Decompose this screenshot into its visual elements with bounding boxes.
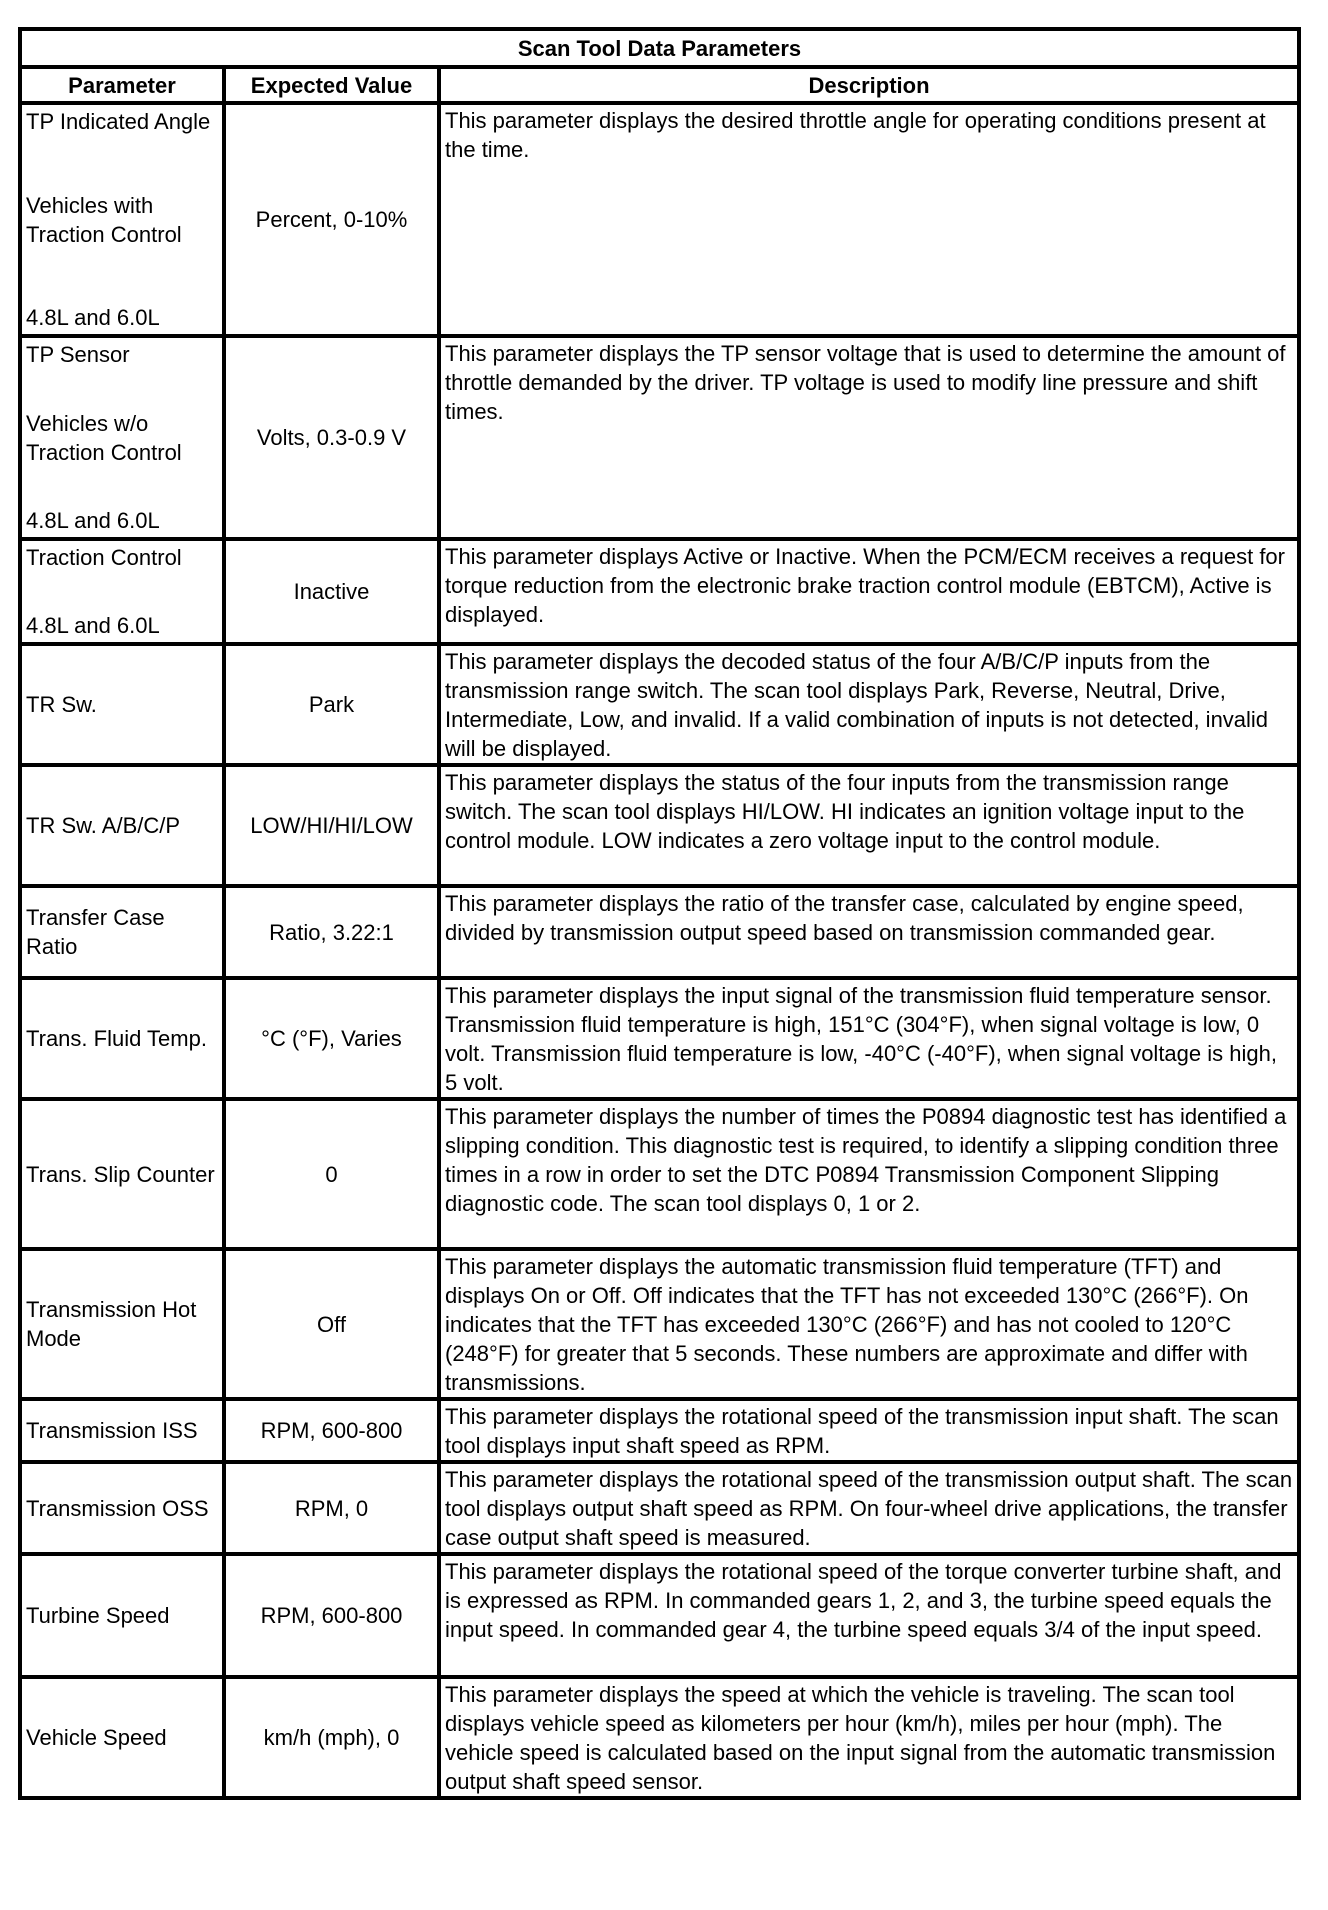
table-row bbox=[20, 765, 1299, 886]
parameter-text: Transmission Hot Mode bbox=[26, 1297, 197, 1351]
parameter-text: TR Sw. bbox=[26, 692, 97, 717]
table-row bbox=[20, 978, 1299, 1099]
expected-value-cell: Inactive bbox=[224, 539, 439, 644]
parameter-text: Transfer Case Ratio bbox=[26, 905, 165, 959]
parameter-text: Trans. Fluid Temp. bbox=[26, 1026, 207, 1051]
parameter-text: Vehicles with Traction Control bbox=[26, 192, 182, 247]
table-row bbox=[20, 1462, 1299, 1554]
expected-value-cell: Volts, 0.3-0.9 V bbox=[224, 336, 439, 539]
table-row bbox=[20, 1249, 1299, 1399]
expected-value-cell: Ratio, 3.22:1 bbox=[224, 886, 439, 978]
description-cell: This parameter displays Active or Inactive. When the PCM/ECM receives a request for torque reduction from the electronic brake traction control module (EBTCM), Active is displayed. bbox=[439, 539, 1299, 644]
expected-value-cell: RPM, 600-800 bbox=[224, 1399, 439, 1462]
expected-value-cell: °C (°F), Varies bbox=[224, 978, 439, 1099]
description-cell: This parameter displays the input signal of the transmission fluid temperature sensor. Transmission fluid temperature is high, 151°C (304°F), when signal voltage is low, 0 volt. Transmission fluid temperature is low, -40°C (-40°F), when signal voltage is high, 5 volt. bbox=[439, 978, 1299, 1099]
expected-value-cell: 0 bbox=[224, 1099, 439, 1249]
description-cell: This parameter displays the rotational speed of the transmission output shaft. The scan tool displays output shaft speed as RPM. On four-wheel drive applications, the transfer case output shaft speed is measured. bbox=[439, 1462, 1299, 1554]
column-header-expected-value: Expected Value bbox=[224, 67, 439, 103]
parameter-text: Traction Control bbox=[26, 545, 182, 570]
table-title: Scan Tool Data Parameters bbox=[20, 29, 1299, 67]
description-cell: This parameter displays the rotational speed of the torque converter turbine shaft, and is expressed as RPM. In commanded gears 1, 2, and 3, the turbine speed equals the input speed. In commanded gear 4, the turbine speed equals 3/4 of the input speed. bbox=[439, 1554, 1299, 1677]
parameter-cell bbox=[20, 765, 224, 886]
table-row bbox=[20, 1677, 1299, 1798]
parameter-text: Turbine Speed bbox=[26, 1603, 170, 1628]
scan-tool-data-table bbox=[18, 27, 1301, 1800]
parameter-text: TP Indicated Angle bbox=[26, 109, 211, 134]
table-row bbox=[20, 644, 1299, 765]
parameter-text: 4.8L and 6.0L bbox=[26, 305, 160, 330]
expected-value-cell: Off bbox=[224, 1249, 439, 1399]
description-cell: This parameter displays the status of the four inputs from the transmission range switch. The scan tool displays HI/LOW. HI indicates an ignition voltage input to the control module. LOW indicates a zero voltage input to the control module. bbox=[439, 765, 1299, 886]
expected-value-cell: Percent, 0-10% bbox=[224, 103, 439, 336]
column-header-description: Description bbox=[439, 67, 1299, 103]
parameter-text: 4.8L and 6.0L bbox=[26, 508, 160, 533]
table-row bbox=[20, 886, 1299, 978]
expected-value-cell: RPM, 600-800 bbox=[224, 1554, 439, 1677]
parameter-text: Vehicle Speed bbox=[26, 1725, 167, 1750]
column-header-parameter: Parameter bbox=[20, 67, 224, 103]
parameter-text: 4.8L and 6.0L bbox=[26, 613, 160, 638]
parameter-cell bbox=[20, 1099, 224, 1249]
expected-value-cell: km/h (mph), 0 bbox=[224, 1677, 439, 1798]
table-row bbox=[20, 1099, 1299, 1249]
parameter-text: Vehicles w/o Traction Control bbox=[26, 410, 182, 465]
parameter-cell bbox=[20, 1399, 224, 1462]
description-cell: This parameter displays the number of times the P0894 diagnostic test has identified a slipping condition. This diagnostic test is required, to identify a slipping condition three times in a row in order to set the DTC P0894 Transmission Component Slipping diagnostic code. The scan tool displays 0, 1 or 2. bbox=[439, 1099, 1299, 1249]
table-row bbox=[20, 539, 1299, 644]
expected-value-cell: Park bbox=[224, 644, 439, 765]
parameter-cell bbox=[20, 886, 224, 978]
parameter-cell bbox=[20, 1554, 224, 1677]
parameter-text: TR Sw. A/B/C/P bbox=[26, 813, 181, 838]
description-cell: This parameter displays the TP sensor voltage that is used to determine the amount of throttle demanded by the driver. TP voltage is used to modify line pressure and shift times. bbox=[439, 336, 1299, 539]
description-cell: This parameter displays the ratio of the transfer case, calculated by engine speed, divided by transmission output speed based on transmission commanded gear. bbox=[439, 886, 1299, 978]
expected-value-cell: RPM, 0 bbox=[224, 1462, 439, 1554]
parameter-text: Trans. Slip Counter bbox=[26, 1161, 215, 1187]
description-cell: This parameter displays the automatic transmission fluid temperature (TFT) and displays On or Off. Off indicates that the TFT has not exceeded 130°C (266°F). On indicates that the TFT has exceeded 130°C (266°F) and has not cooled to 120°C (248°F) for greater that 5 seconds. These numbers are approximate and differ with transmissions. bbox=[439, 1249, 1299, 1399]
parameter-cell bbox=[20, 978, 224, 1099]
parameter-text: Transmission OSS bbox=[26, 1495, 209, 1521]
parameter-text: TP Sensor bbox=[26, 342, 130, 367]
parameter-cell bbox=[20, 1462, 224, 1554]
table-row bbox=[20, 1554, 1299, 1677]
parameter-cell bbox=[20, 103, 224, 336]
table-title-row bbox=[20, 29, 1299, 67]
parameter-cell bbox=[20, 1677, 224, 1798]
parameter-text: Transmission ISS bbox=[26, 1418, 198, 1443]
table-row bbox=[20, 103, 1299, 336]
parameter-cell bbox=[20, 336, 224, 539]
expected-value-cell: LOW/HI/HI/LOW bbox=[224, 765, 439, 886]
table-header-row bbox=[20, 67, 1299, 103]
description-cell: This parameter displays the rotational speed of the transmission input shaft. The scan tool displays input shaft speed as RPM. bbox=[439, 1399, 1299, 1462]
table-row bbox=[20, 1399, 1299, 1462]
table-row bbox=[20, 336, 1299, 539]
parameter-cell bbox=[20, 539, 224, 644]
description-cell: This parameter displays the speed at which the vehicle is traveling. The scan tool displays vehicle speed as kilometers per hour (km/h), miles per hour (mph). The vehicle speed is calculated based on the input signal from the automatic transmission output shaft speed sensor. bbox=[439, 1677, 1299, 1798]
parameter-cell bbox=[20, 1249, 224, 1399]
description-cell: This parameter displays the decoded status of the four A/B/C/P inputs from the transmission range switch. The scan tool displays Park, Reverse, Neutral, Drive, Intermediate, Low, and invalid. If a valid combination of inputs is not detected, invalid will be displayed. bbox=[439, 644, 1299, 765]
parameter-cell bbox=[20, 644, 224, 765]
description-cell: This parameter displays the desired throttle angle for operating conditions present at the time. bbox=[439, 103, 1299, 336]
